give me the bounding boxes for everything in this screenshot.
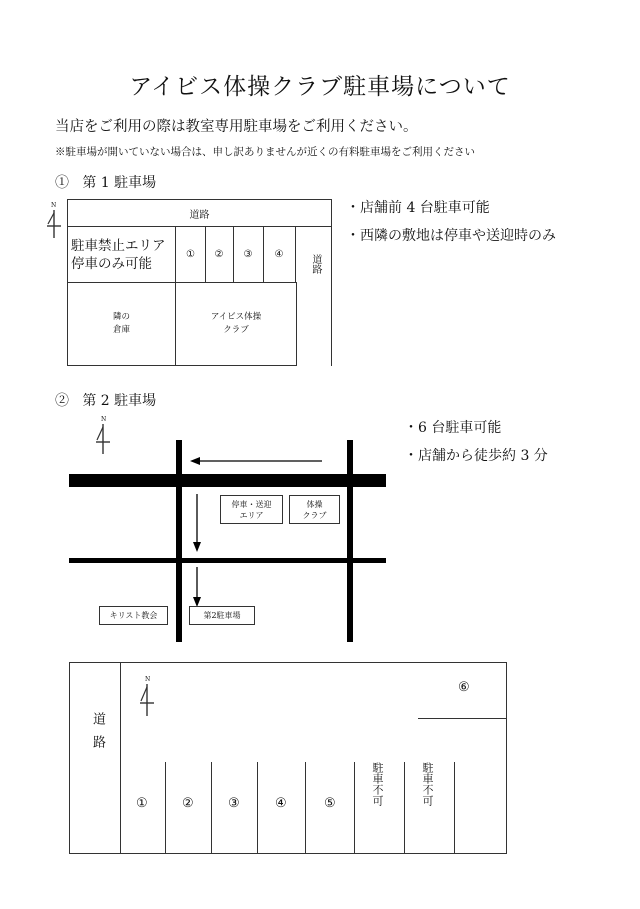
page-title: アイビス体操クラブ駐車場について xyxy=(129,74,511,100)
lot1-road-top xyxy=(67,199,332,227)
lot2-heading xyxy=(55,390,156,410)
lot1-space-2 xyxy=(205,226,234,283)
lot3-no-parking-2: 駐車不可 xyxy=(421,762,434,806)
lot3-space-5: ⑤ xyxy=(324,796,336,811)
lot1-neighbor-warehouse xyxy=(67,282,176,366)
lot3-road-divider xyxy=(120,662,121,854)
lot2-lot-label: 第2駐車場 xyxy=(203,611,241,620)
lot3-divider xyxy=(211,762,212,854)
lot3-space-6-divider xyxy=(418,718,507,719)
lot2-church xyxy=(99,606,168,625)
arrow-down-icon xyxy=(190,567,204,607)
club-line1: アイビス体操 xyxy=(210,312,262,322)
lot2-club-line2: クラブ xyxy=(302,510,327,520)
neighbor-line1: 隣の xyxy=(112,312,130,322)
lot2-club-building xyxy=(289,495,340,524)
arrow-down-icon xyxy=(190,494,204,552)
compass-label: N xyxy=(51,202,57,209)
lot2-main-road xyxy=(69,474,386,487)
lot3-space-6: ⑥ xyxy=(458,680,470,695)
lot2-heading-label: 第 2 駐車場 xyxy=(82,393,157,409)
lot1-space-1 xyxy=(175,226,206,283)
lot2-pickup-area xyxy=(220,495,283,524)
lot3-divider xyxy=(454,762,455,854)
lot2-bullet-1: ・6 台駐車可能 xyxy=(404,420,502,436)
lot1-road-top-label: 道路 xyxy=(189,209,210,221)
lot2-lower-road xyxy=(69,558,386,563)
lot1-space-4 xyxy=(263,226,296,283)
neighbor-line2: 倉庫 xyxy=(112,325,130,335)
lot2-club-line1: 体操 xyxy=(306,499,323,509)
lot3-divider xyxy=(165,762,166,854)
lot1-road-side-label: 道路 xyxy=(310,254,321,274)
lot2-heading-number: ② xyxy=(55,393,69,409)
lot3-space-2: ② xyxy=(182,796,194,811)
north-arrow-icon xyxy=(139,676,155,718)
pickup-line2: エリア xyxy=(239,510,264,520)
club-line2: クラブ xyxy=(223,325,249,335)
lot3-divider xyxy=(404,762,405,854)
lot3-no-parking-1: 駐車不可 xyxy=(371,762,384,806)
lot1-space-label: ② xyxy=(214,249,224,260)
compass-label: N xyxy=(101,416,107,423)
lot1-heading-number: ① xyxy=(55,175,69,191)
lot2-road-right xyxy=(347,440,353,642)
lot1-bullet-2: ・西隣の敷地は停車や送迎時のみ xyxy=(346,228,556,244)
note-text: ※駐車場が開いていない場合は、申し訳ありませんが近くの有料駐車場をご利用ください xyxy=(55,146,475,158)
lot1-space-label: ① xyxy=(186,249,195,260)
church-label: キリスト教会 xyxy=(109,611,158,620)
lot1-space-label: ③ xyxy=(243,249,253,260)
lot3-space-4: ④ xyxy=(275,796,287,811)
no-parking-line2: 停車のみ可能 xyxy=(71,255,152,272)
lot1-heading xyxy=(55,172,156,192)
north-arrow-icon xyxy=(46,202,62,238)
lot1-club-building xyxy=(175,282,297,366)
lot3-divider xyxy=(305,762,306,854)
lot2-parking-lot xyxy=(189,606,255,625)
lot2-bullet-2: ・店舗から徒歩約 3 分 xyxy=(404,448,548,464)
lot1-space-label: ④ xyxy=(274,249,284,260)
lot2-road-left xyxy=(176,440,182,642)
lot3-space-1: ① xyxy=(136,796,148,811)
pickup-line1: 停車・送迎 xyxy=(231,499,272,509)
intro-text: 当店をご利用の際は教室専用駐車場をご利用ください。 xyxy=(55,119,418,135)
lot3-divider xyxy=(354,762,355,854)
no-parking-line1: 駐車禁止エリア xyxy=(71,237,166,254)
north-arrow-icon xyxy=(95,416,111,456)
lot3-divider xyxy=(257,762,258,854)
lot3-road-label: 道路 xyxy=(90,712,105,758)
lot1-road-side-edge xyxy=(331,226,332,366)
lot1-bullet-1: ・店舗前 4 台駐車可能 xyxy=(346,200,490,216)
lot3-space-3: ③ xyxy=(228,796,240,811)
lot1-heading-label: 第 1 駐車場 xyxy=(82,175,157,191)
lot1-space-3 xyxy=(233,226,264,283)
compass-label: N xyxy=(145,676,151,683)
lot1-no-parking-area xyxy=(67,226,176,283)
lot3-diagram xyxy=(69,662,507,854)
arrow-left-icon xyxy=(190,454,325,468)
